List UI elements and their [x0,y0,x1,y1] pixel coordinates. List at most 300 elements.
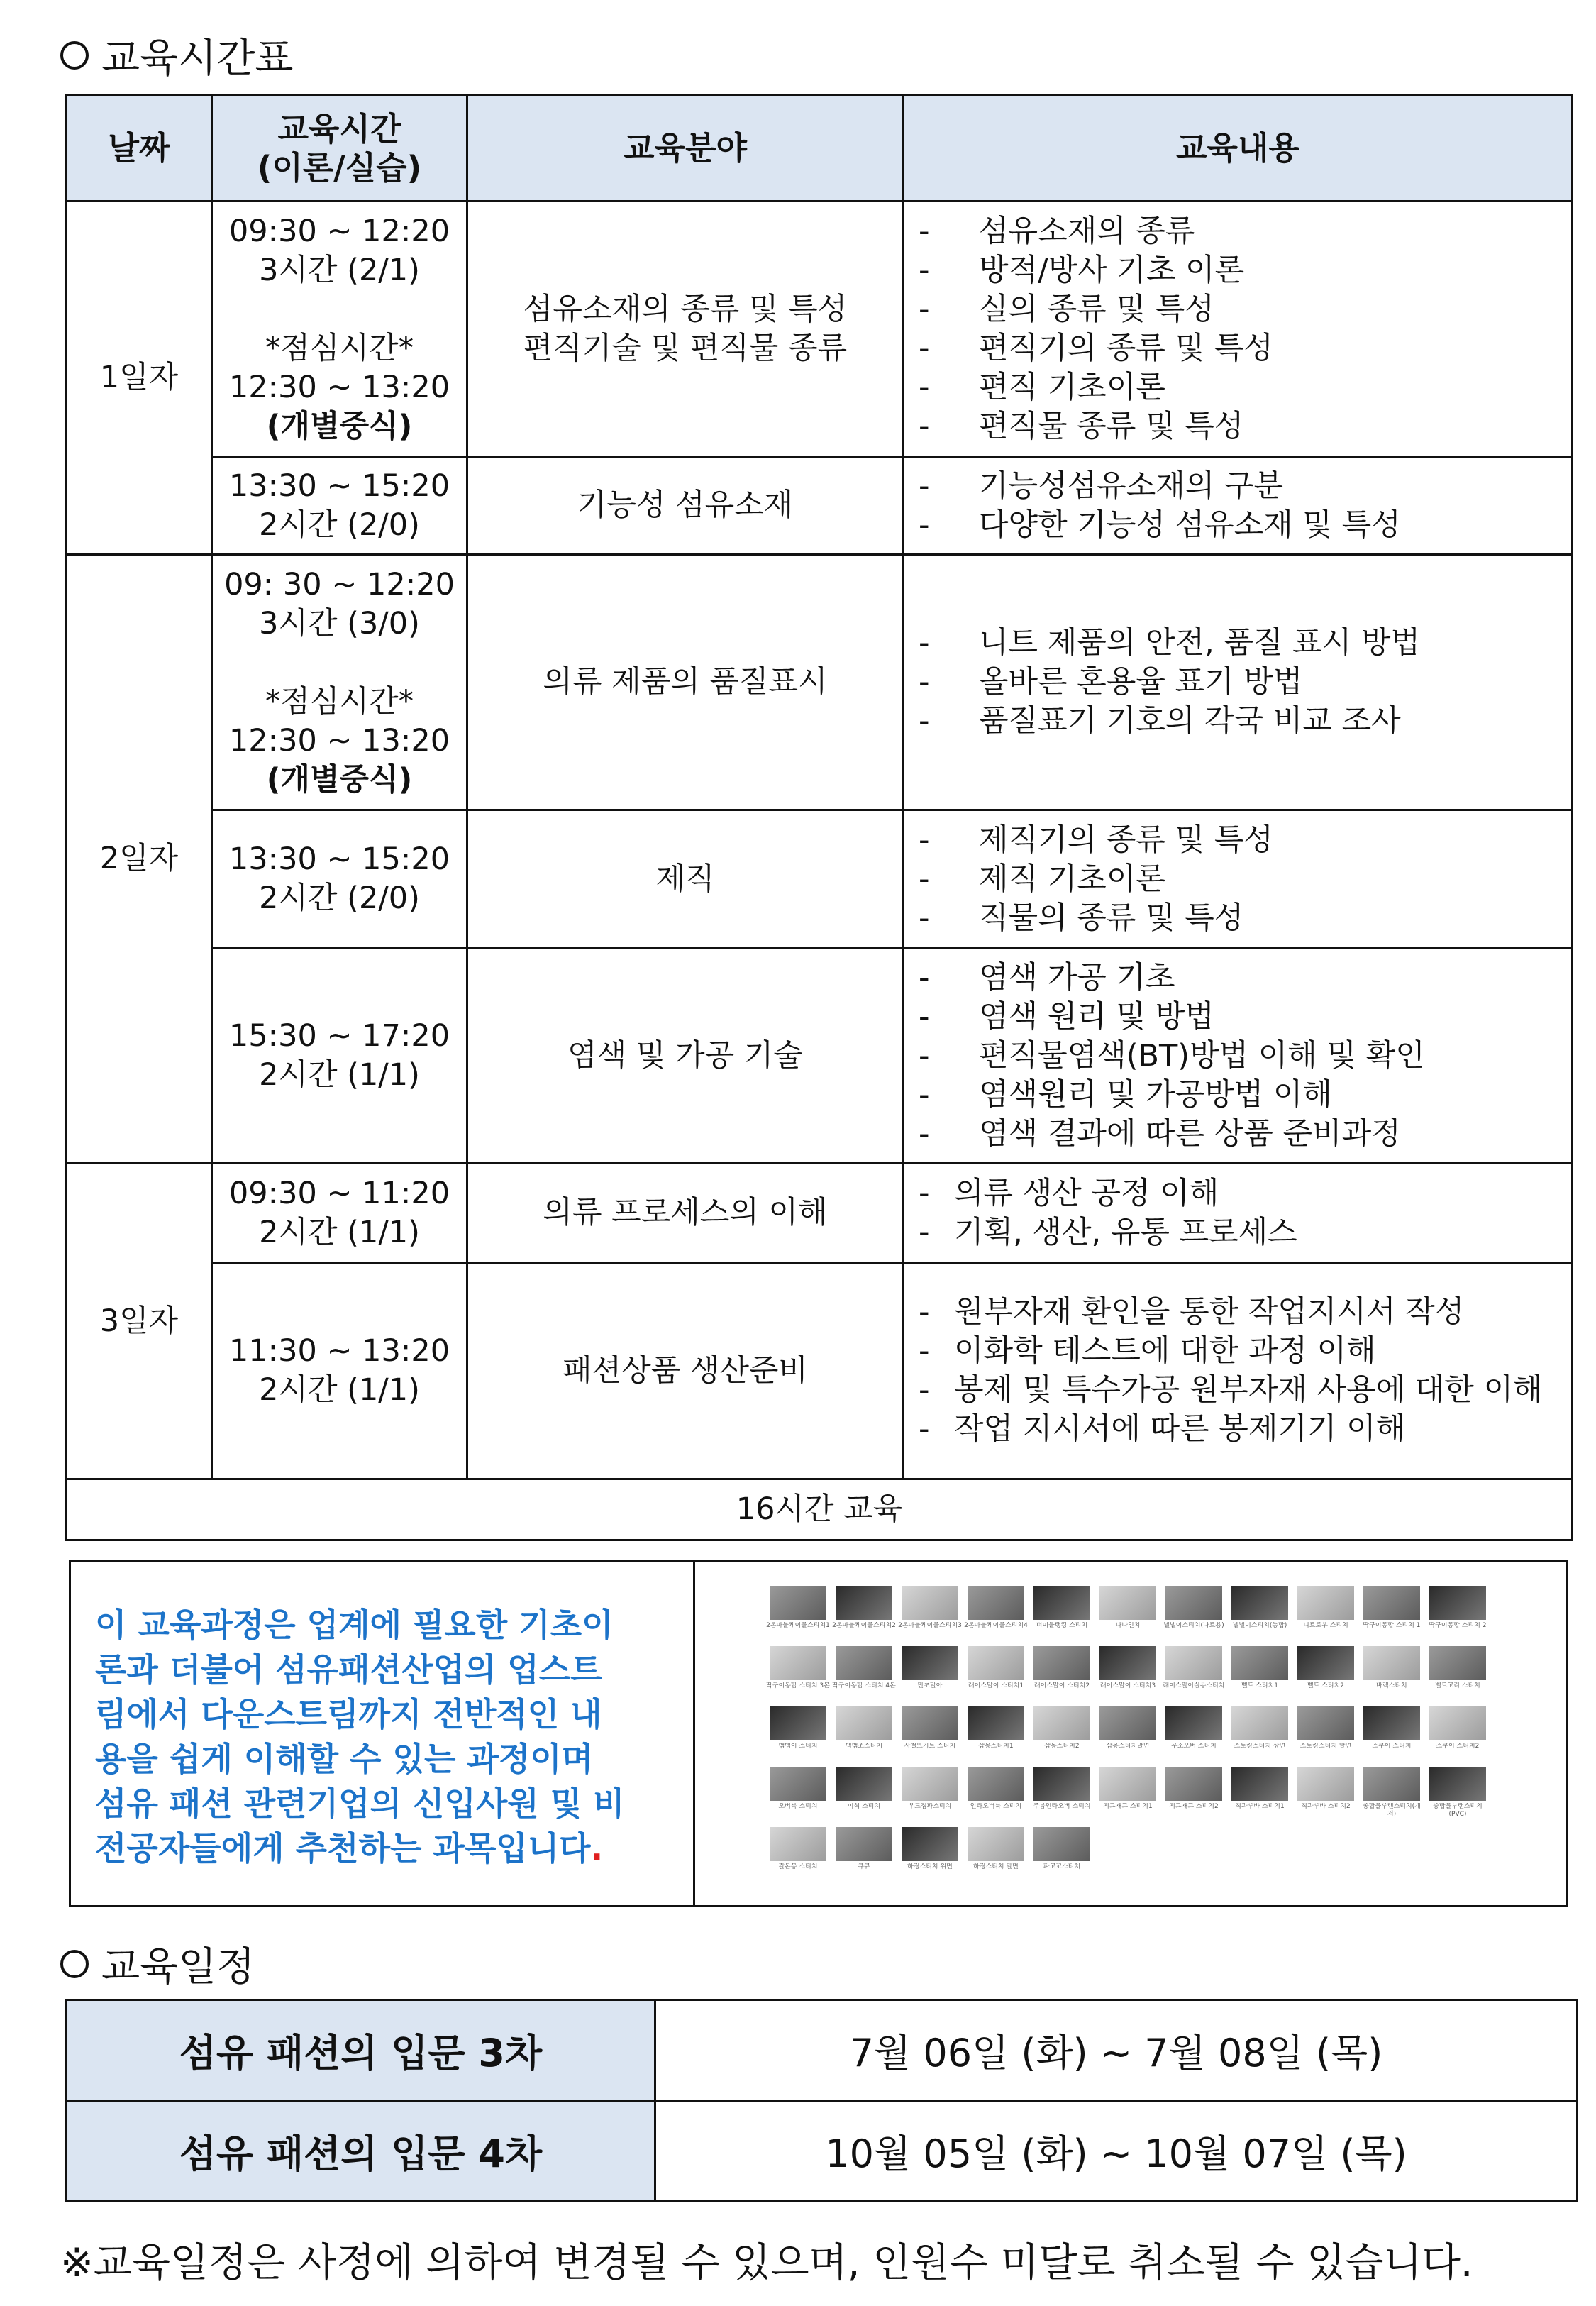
stitch-thumbnail [836,1706,892,1758]
dash-bullet-icon: - [919,900,930,936]
content-item [919,702,1564,741]
stitch-thumbnail [1033,1827,1090,1879]
stitch-image [1099,1646,1156,1680]
stitch-caption: 2본마틀케이블스티치3 [898,1622,962,1629]
stitch-caption: 직과루바 스티치2 [1301,1803,1351,1810]
stitch-caption: 나나인치 [1115,1622,1141,1629]
session-time [212,555,467,810]
stitch-caption: 뱀뱀이 스티치 [778,1743,818,1750]
content-item-text: 작업 지시서에 따른 봉제기기 이해 [954,1411,1406,1447]
stitch-caption: 래이스말이 스티치1 [968,1682,1024,1689]
time-line: 12:30 ~ 13:20 [228,369,450,405]
stitch-caption: 더이블랭킹 스티치 [1036,1622,1088,1629]
session-field [467,202,904,457]
stitch-caption: 딱구이봉합 스티치 1 [1363,1622,1421,1629]
stitch-thumbnail [1231,1767,1288,1819]
time-line: *점심시간* [265,330,414,366]
stitch-caption: 스쿠이 스티치2 [1436,1743,1480,1750]
stitch-image [1429,1646,1486,1680]
stitch-thumbnail [1231,1706,1288,1758]
stitch-thumbnail [1099,1586,1156,1638]
stitch-image [1033,1646,1090,1680]
content-item-text: 기능성섬유소재의 구분 [979,468,1284,504]
dash-bullet-icon: - [919,252,930,288]
session-row [67,810,1573,949]
content-item-text: 제직기의 종류 및 특성 [979,822,1273,858]
dash-bullet-icon: - [919,1037,930,1074]
promo-line: 림에서 다운스트림까지 전반적인 내 [95,1695,602,1733]
session-field [467,810,904,949]
dash-bullet-icon: - [919,1175,930,1211]
content-item-text: 편직기의 종류 및 특성 [979,330,1273,366]
stitch-thumbnail [1033,1646,1090,1698]
stitch-image [902,1586,958,1620]
dash-bullet-icon: - [919,1294,930,1330]
dash-bullet-icon: - [919,998,930,1035]
stitch-thumbnail [1363,1767,1420,1819]
stitch-image [1165,1646,1222,1680]
stitch-image [1297,1586,1354,1620]
total-row [67,1479,1573,1540]
session-contents [904,1164,1573,1263]
session-field [467,1164,904,1263]
time-line: 13:30 ~ 15:20 [228,842,450,877]
stitch-caption: 칼본봉 스티치 [778,1863,818,1870]
stitch-thumbnail [832,1646,896,1698]
content-item [919,368,1564,407]
stitch-caption: 래이스말이실용스티치 [1163,1682,1225,1689]
stitch-thumbnail [1429,1646,1486,1698]
schedule-title: 교육시간표 [101,35,294,82]
stitch-thumbnail [1165,1767,1222,1819]
dates-table [65,1999,1578,2202]
stitch-image [1231,1586,1288,1620]
session-row [67,1164,1573,1263]
stitch-image [1297,1767,1354,1801]
dash-bullet-icon: - [919,1076,930,1113]
dash-bullet-icon: - [919,625,930,661]
content-item-text: 편직물염색(BT)방법 이해 및 확인 [979,1037,1425,1074]
content-item-text: 품질표기 기호의 각국 비교 조사 [979,703,1401,739]
stitch-thumbnail [1165,1586,1222,1638]
dash-bullet-icon: - [919,1411,930,1447]
lunch-note: (개별중식) [266,408,413,444]
stitch-image [1363,1586,1420,1620]
content-item [919,998,1564,1037]
content-item-text: 방적/방사 기초 이론 [979,252,1245,288]
stitch-caption: 하징스티치 말면 [973,1863,1019,1870]
time-line: 2시간 (1/1) [259,1057,420,1093]
time-line: 11:30 ~ 13:20 [228,1333,450,1369]
field-line: 기능성 섬유소재 [577,487,794,523]
promo-line: 섬유 패션 관련기업의 신입사원 및 비 [95,1784,625,1823]
day-label: 1일자 [67,202,212,555]
time-line: 15:30 ~ 17:20 [228,1018,450,1054]
stitch-image [1429,1586,1486,1620]
stitch-image [836,1767,892,1801]
stitch-thumbnail [766,1586,830,1638]
stitch-caption: 인타오버룩 스티치 [970,1803,1022,1810]
stitch-caption: 니트로우 스티치 [1303,1622,1348,1629]
session-contents [904,202,1573,457]
stitch-thumbnail [968,1827,1024,1879]
dash-bullet-icon: - [919,468,930,504]
stitch-image [836,1706,892,1740]
time-line: 2시간 (1/1) [259,1372,420,1408]
time-line: 3시간 (3/0) [259,605,420,641]
stitch-image [1033,1827,1090,1861]
content-item-text: 봉제 및 특수가공 원부자재 사용에 대한 이해 [954,1372,1543,1408]
stitch-image [1231,1767,1288,1801]
dates-row [67,2101,1578,2202]
stitch-caption: 바렉스티치 [1376,1682,1407,1689]
time-line: 2시간 (2/0) [259,507,420,543]
stitch-caption: 2본마틀케이블스티치4 [964,1622,1028,1629]
content-item [919,1213,1564,1252]
stitch-image [968,1586,1024,1620]
header-content: 교육내용 [904,95,1573,202]
content-item [919,959,1564,998]
time-line: 09:30 ~ 11:20 [228,1175,450,1211]
stitch-caption: 낼낼이스티치(나트용) [1163,1622,1224,1629]
dash-bullet-icon: - [919,330,930,366]
content-item [919,624,1564,663]
stitch-caption: 주름인타오버 스티치 [1033,1803,1091,1810]
content-item [919,1293,1564,1332]
stitch-caption: 지그재그 스티치2 [1169,1803,1219,1810]
stitch-thumbnail [968,1767,1024,1819]
content-item-text: 의류 생산 공정 이해 [954,1175,1219,1211]
stitch-caption: 낼낼이스티치(통합) [1232,1622,1287,1629]
promo-line: 전공자들에게 추천하는 과목입니다. [95,1829,604,1868]
stitch-thumbnail [770,1767,826,1819]
field-line: 의류 프로세스의 이해 [543,1195,828,1230]
dash-bullet-icon: - [919,213,930,249]
stitch-caption: 만초말아 [917,1682,943,1689]
content-item [919,290,1564,329]
stitch-thumbnail [1297,1586,1354,1638]
stitch-caption: 딱구이봉합 스티치 3본 [766,1682,830,1689]
stitch-image [1429,1767,1486,1801]
stitch-thumbnail [1363,1706,1420,1758]
stitch-thumbnail [1363,1646,1420,1698]
stitch-caption: 오버룩 스티치 [778,1803,818,1810]
stitch-thumbnail [1033,1586,1090,1638]
content-item-text: 원부자재 환인을 통한 작업지시서 작성 [954,1294,1465,1330]
stitch-caption: 삼봉스티치말면 [1106,1743,1150,1750]
stitch-image [968,1706,1024,1740]
content-item [919,251,1564,290]
dash-bullet-icon: - [919,959,930,995]
content-item [919,1115,1564,1154]
time-line [213,290,466,329]
content-item [919,467,1564,506]
session-contents [904,555,1573,810]
stitch-caption: 딱구이봉합 스티치 2 [1429,1622,1487,1629]
stitch-image [1033,1767,1090,1801]
content-item [919,821,1564,860]
session-field [467,1263,904,1479]
stitch-image [770,1646,826,1680]
session-row [67,1263,1573,1479]
day-label: 3일자 [67,1164,212,1479]
content-item [919,1076,1564,1115]
content-item-text: 염색 가공 기초 [979,959,1175,995]
session-row [67,202,1573,457]
content-item [919,329,1564,368]
stitch-image [902,1646,958,1680]
stitch-caption: 2본마틀케이블스티치1 [766,1622,830,1629]
stitch-caption: 지그재그 스티치1 [1103,1803,1153,1810]
course-period: 7월 06일 (화) ~ 7월 08일 (목) [655,2000,1578,2101]
thumbnail-grid [766,1586,1566,1879]
content-item [919,1037,1564,1076]
session-time [212,457,467,555]
content-item [919,1371,1564,1410]
dash-bullet-icon: - [919,664,930,700]
time-line: 2시간 (2/0) [259,881,420,916]
stitch-caption: 큐큐 [858,1863,870,1870]
stitch-image [1099,1767,1156,1801]
stitch-image [770,1767,826,1801]
stitch-image [836,1586,892,1620]
stitch-thumbnail [902,1646,958,1698]
stitch-image [902,1706,958,1740]
dash-bullet-icon: - [919,1333,930,1369]
session-row [67,949,1573,1164]
header-time [212,95,467,202]
header-date: 날짜 [67,95,212,202]
field-line: 염색 및 가공 기술 [567,1037,803,1074]
stitch-thumbnail [832,1586,896,1638]
stitch-thumbnail [1429,1767,1486,1819]
course-period: 10월 05일 (화) ~ 10월 07일 (목) [655,2101,1578,2202]
stitch-caption: 래이스말이 스티치2 [1033,1682,1090,1689]
promo-line: 론과 더불어 섬유패션산업의 업스트 [95,1650,602,1689]
stitch-thumbnail [836,1767,892,1819]
dash-bullet-icon: - [919,822,930,858]
stitch-image [836,1646,892,1680]
stitch-thumbnail [1297,1767,1354,1819]
stitch-caption: 종합블루랜스티치(개저) [1363,1803,1421,1818]
stitch-image [1033,1706,1090,1740]
schedule-table [65,94,1573,1541]
stitch-thumbnail [770,1827,826,1879]
dates-title: 교육일정 [101,1944,255,1990]
header-time-line1: 교육시간 [277,109,401,148]
stitch-caption: 우드집파스티치 [908,1803,952,1810]
stitch-caption: 뱀뱀조스티치 [845,1743,883,1750]
stitch-thumbnails [695,1562,1566,1905]
stitch-image [1165,1586,1222,1620]
content-item [919,212,1564,251]
time-line: 13:30 ~ 15:20 [228,468,450,504]
stitch-thumbnail [1163,1646,1225,1698]
stitch-caption: 벨트 스티치2 [1307,1682,1345,1689]
time-line: 09:30 ~ 12:20 [228,213,450,249]
stitch-thumbnail [1165,1706,1222,1758]
stitch-image [1165,1706,1222,1740]
stitch-image [1231,1646,1288,1680]
stitch-caption: 사철뜨기트 스티치 [904,1743,956,1750]
session-field [467,555,904,810]
stitch-caption: 스토킹스티치 말면 [1299,1743,1352,1750]
dates-row [67,2000,1578,2101]
dash-bullet-icon: - [919,703,930,739]
content-item-text: 편직 기초이론 [979,369,1165,405]
content-item [919,860,1564,899]
stitch-caption: 삼봉스티치2 [1044,1743,1080,1750]
content-item [919,1174,1564,1213]
session-field [467,949,904,1164]
stitch-thumbnail [968,1646,1024,1698]
stitch-caption: 파고꼬스티치 [1043,1863,1081,1870]
content-item-text: 올바른 혼용율 표기 방법 [979,664,1303,700]
stitch-caption: 하징스티치 위면 [907,1863,953,1870]
stitch-caption: 딱구이봉합 스티치 4본 [832,1682,896,1689]
stitch-thumbnail [1099,1706,1156,1758]
content-item [919,899,1564,938]
stitch-image [1033,1586,1090,1620]
stitch-caption: 스쿠이 스티치 [1372,1743,1412,1750]
stitch-caption: 벨트고리 스티치 [1435,1682,1480,1689]
content-item-text: 섬유소재의 종류 [979,213,1195,249]
stitch-image [1363,1706,1420,1740]
content-item [919,407,1564,446]
content-item-text: 제직 기초이론 [979,861,1165,897]
stitch-image [1231,1706,1288,1740]
session-time [212,949,467,1164]
stitch-image [968,1646,1024,1680]
stitch-thumbnail [964,1586,1028,1638]
header-time-line2: (이론/실습) [257,148,422,187]
schedule-note: ※교육일정은 사정에 의하여 변경될 수 있으며, 인원수 미달로 취소될 수 있습니다. [60,2240,1473,2286]
circle-bullet-icon [60,41,89,70]
dash-bullet-icon: - [919,1115,930,1152]
stitch-caption: 스토킹스티치 상면 [1234,1743,1286,1750]
content-item-text: 직물의 종류 및 특성 [979,900,1244,936]
stitch-thumbnail [968,1706,1024,1758]
stitch-thumbnail [1297,1646,1354,1698]
content-item-text: 염색원리 및 가공방법 이해 [979,1076,1332,1113]
circle-bullet-icon [60,1950,89,1978]
stitch-caption: 직과루바 스티치1 [1235,1803,1285,1810]
stitch-image [1363,1646,1420,1680]
field-line: 섬유소재의 종류 및 특성 [523,291,848,327]
content-item [919,663,1564,702]
stitch-image [1297,1706,1354,1740]
stitch-image [770,1706,826,1740]
course-name: 섬유 패션의 입문 4차 [67,2101,655,2202]
stitch-image [1099,1586,1156,1620]
stitch-image [968,1827,1024,1861]
stitch-image [902,1827,958,1861]
stitch-thumbnail [902,1827,958,1879]
stitch-image [1297,1646,1354,1680]
field-line: 제직 [655,861,715,897]
session-contents [904,1263,1573,1479]
promo-text [71,1562,695,1905]
header-field: 교육분야 [467,95,904,202]
stitch-image [1429,1706,1486,1740]
content-item [919,1332,1564,1371]
content-item-text: 니트 제품의 안전, 품질 표시 방법 [979,625,1421,661]
schedule-header-row [67,95,1573,202]
lunch-note: (개별중식) [266,761,413,798]
promo-end-dot: . [590,1829,604,1868]
content-item-text: 염색 원리 및 방법 [979,998,1214,1035]
session-time [212,1263,467,1479]
stitch-thumbnail [1099,1646,1156,1698]
stitch-thumbnail [1231,1586,1288,1638]
day-label: 2일자 [67,555,212,1164]
field-line: 의류 제품의 품질표시 [543,664,828,700]
time-line: 3시간 (2/1) [259,252,420,288]
stitch-thumbnail [1297,1706,1354,1758]
promo-line: 용을 쉽게 이해할 수 있는 과정이며 [95,1740,594,1778]
stitch-thumbnail [902,1706,958,1758]
stitch-thumbnail [770,1706,826,1758]
stitch-image [1165,1767,1222,1801]
content-item-text: 편직물 종류 및 특성 [979,408,1244,444]
dates-section-title [60,1936,255,1992]
stitch-thumbnail [898,1586,962,1638]
dash-bullet-icon: - [919,861,930,897]
dash-bullet-icon: - [919,291,930,327]
time-line: 2시간 (1/1) [259,1214,420,1250]
content-item [919,1410,1564,1449]
stitch-image [902,1767,958,1801]
session-time [212,1164,467,1263]
stitch-caption: 삼봉스티치1 [978,1743,1014,1750]
stitch-thumbnail [1099,1767,1156,1819]
content-item [919,506,1564,545]
content-item-text: 기획, 생산, 유통 프로세스 [954,1214,1297,1250]
content-item-text: 이화학 테스트에 대한 과정 이해 [954,1333,1376,1369]
session-field [467,457,904,555]
session-row [67,457,1573,555]
dash-bullet-icon: - [919,408,930,444]
stitch-thumbnail [1363,1586,1420,1638]
stitch-caption: 래이스말이 스티치3 [1099,1682,1156,1689]
content-item-text: 염색 결과에 따른 상품 준비과정 [979,1115,1401,1152]
field-line: 편직기술 및 편직물 종류 [523,330,848,366]
dash-bullet-icon: - [919,507,930,543]
time-line: 12:30 ~ 13:20 [228,722,450,758]
stitch-thumbnail [766,1646,830,1698]
time-line: *점심시간* [265,683,414,719]
dash-bullet-icon: - [919,1372,930,1408]
field-line: 패션상품 생산준비 [563,1352,808,1389]
dash-bullet-icon: - [919,1214,930,1250]
time-line [213,644,466,683]
stitch-image [770,1586,826,1620]
stitch-thumbnail [836,1827,892,1879]
stitch-caption: 2본마틀케이블스티치2 [832,1622,896,1629]
content-item-text: 실의 종류 및 특성 [979,291,1214,327]
stitch-caption: 종합블루랜스티치(PVC) [1433,1803,1483,1818]
stitch-caption: 이석 스티치 [847,1803,881,1810]
promo-box [69,1560,1568,1907]
time-line: 09: 30 ~ 12:20 [224,566,455,602]
session-time [212,202,467,457]
session-time [212,810,467,949]
stitch-thumbnail [902,1767,958,1819]
stitch-thumbnail [1429,1706,1486,1758]
dash-bullet-icon: - [919,369,930,405]
session-row [67,555,1573,810]
stitch-image [770,1827,826,1861]
